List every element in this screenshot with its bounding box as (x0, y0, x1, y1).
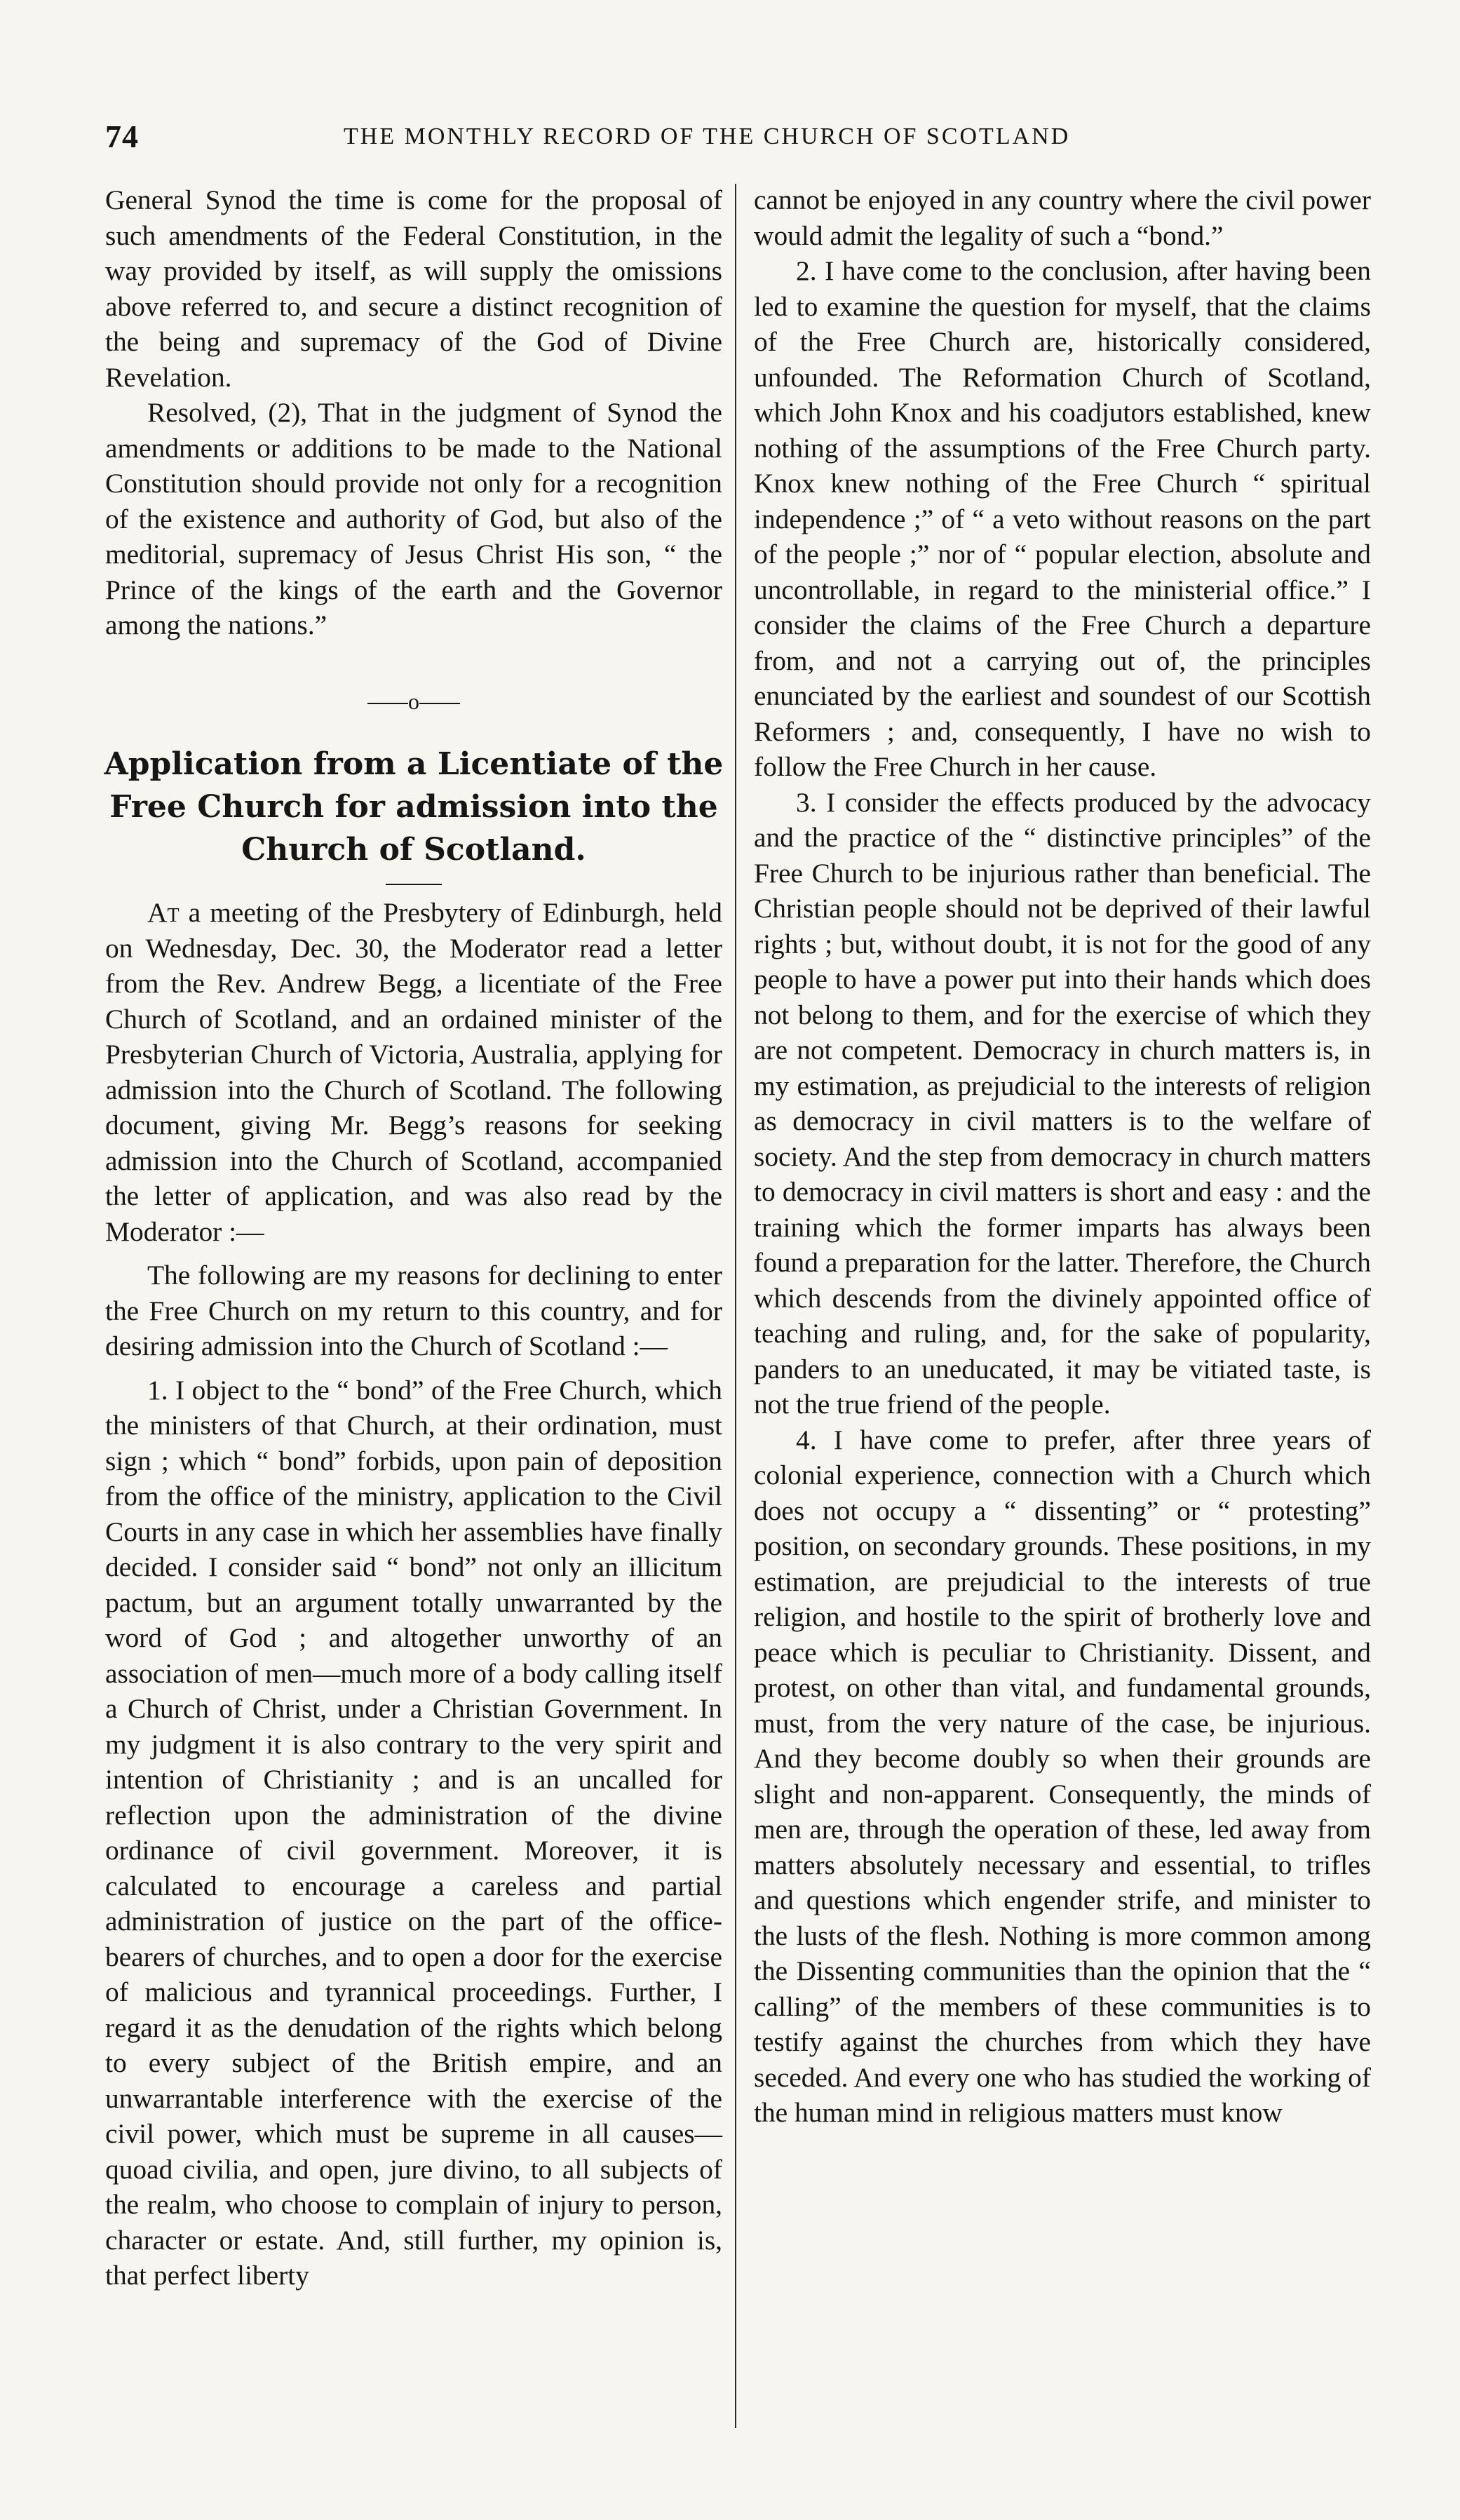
heading-rule (386, 884, 442, 885)
paragraph-synod-continuation: General Synod the time is come for the proposal of such amendments of the Federal Constitution, in the way provided by itself, as will supply the omissions above referred to, and secure a distinct recognition of the being and supremacy of the God of Divine Revelation. (105, 184, 722, 393)
paragraph-reason-1-continuation: cannot be enjoyed in any country where the civil power would admit the legality of such a “bond.” (754, 184, 1371, 251)
page-number: 74 (105, 119, 139, 154)
paragraph-reason-3: 3. I consider the effects produced by the advocacy and the practice of the “ distinctive principles” of the Free Church to be injurious rather than beneficial. The Christian people should not be deprived of their lawful rights ; but, without doubt, it is not for the good of any people to have a power put into their hands which does not belong to them, and for the exercise of which they are not competent. Democracy in church matters is, in my estimation, as prejudicial to the interests of religion as democracy in civil matters is to the welfare of society. And the step from democracy in church matters to democracy in civil matters is short and easy : and the training which the former imparts has always been found a preparation for the latter. Therefore, the Church which descends from the divinely appointed office of teaching and ruling, and, for the sake of popularity, panders to an uneducated, it may be vitiated taste, is not the true friend of the people. (754, 786, 1371, 1420)
intro-text: a meeting of the Presbytery of Edinburgh, held on Wednesday, Dec. 30, the Moderator read a letter from the Rev. Andrew Begg, a licentiate of the Free Church of Scotland, and an ordained minister of the Presbyterian Church of Victoria, Australia, applying for admission into the Church of Scotland. The following document, giving Mr. Begg’s reasons for seeking admission into the Church of Scotland, accompanied the letter of application, and was also read by the Moderator :— (105, 897, 722, 1247)
article-heading: Application from a Licentiate of the Free Church for admission into the Church of Scotland. (104, 746, 724, 868)
section-ornament (105, 684, 722, 720)
paragraph-reason-4: 4. I have come to prefer, after three years of colonial experience, connection with a Church which does not occupy a “ dissenting” or “ protesting” position, on secondary grounds. These positions, in my estimation, are prejudicial to the interests of true religion, and hostile to the spirit of brotherly love and peace which is peculiar to Christianity. Dissent, and protest, on other than vital, and fundamental grounds, must, from the very nature of the case, be injurious. And they become doubly so when their grounds are slight and non-apparent. Consequently, the minds of men are, through the operation of these, led away from matters absolutely necessary and essential, to trifles and questions which engender strife, and minister to the lusts of the flesh. Nothing is more common among the Dissenting communities than the opinion that the “ calling” of the members of these communities is to testify against the churches from which they have seceded. And every one who has studied the working of the human mind in religious matters must know (754, 1424, 1371, 2128)
ornament-dash-left (367, 703, 408, 704)
column-divider (735, 184, 736, 2428)
left-column (105, 182, 722, 2293)
running-head: THE MONTHLY RECORD OF THE CHURCH OF SCOTLAND (344, 123, 1071, 149)
paragraph-reason-1: 1. I object to the “ bond” of the Free Church, which the ministers of that Church, at their ordination, must sign ; which “ bond” forbids, upon pain of deposition from the office of the ministry, application to the Civil Courts in any case in which her assemblies have finally decided. I consider said “ bond” not only an illicitum pactum, but an argument totally unwarranted by the word of God ; and altogether unworthy of an association of men—much more of a body calling itself a Church of Christ, under a Christian Government. In my judgment it is also contrary to the very spirit and intention of Christianity ; and is an uncalled for reflection upon the administration of the divine ordinance of civil government. Moreover, it is calculated to encourage a careless and partial administration of justice on the part of the office-bearers of churches, and to open a door for the exercise of malicious and tyrannical proceedings. Further, I regard it as the denudation of the rights which belong to every subject of the British empire, and an unwarrantable interference with the exercise of the civil power, which must be supreme in all causes—quoad civilia, and open, jure divino, to all subjects of the realm, who choose to complain of injury to person, character or estate. And, still further, my opinion is, that perfect liberty (105, 1374, 722, 2291)
ornament-dash-right (419, 703, 460, 704)
ornament-glyph: o (408, 688, 419, 714)
paragraph-reasons-intro: The following are my reasons for declining to enter the Free Church on my return to this country, and for desiring admission into the Church of Scotland :— (105, 1260, 722, 1361)
intro-lead-word: At (147, 897, 180, 928)
paragraph-reason-2: 2. I have come to the conclusion, after having been led to examine the question for myself, that the claims of the Free Church are, historically considered, unfounded. The Reformation Church of Scotland, which John Knox and his coadjutors established, knew nothing of the assumptions of the Free Church party. Knox knew nothing of the Free Church “ spiritual independence ;” of “ a veto without reasons on the part of the people ;” nor of “ popular election, absolute and uncontrollable, in regard to the ministerial office.” I consider the claims of the Free Church a departure from, and not a carrying out of, the principles enunciated by the earliest and soundest of our Scottish Reformers ; and, consequently, I have no wish to follow the Free Church in her cause. (754, 255, 1371, 782)
paragraph-resolved: Resolved, (2), That in the judgment of Synod the amendments or additions to be made to the National Constitution should provide not only for a recognition of the existence and authority of God, but also of the meditorial, supremacy of Jesus Christ His son, “ the Prince of the kings of the earth and the Governor among the nations.” (105, 397, 722, 640)
paragraph-presbytery-meeting (105, 895, 722, 1249)
right-column (754, 182, 1371, 2131)
